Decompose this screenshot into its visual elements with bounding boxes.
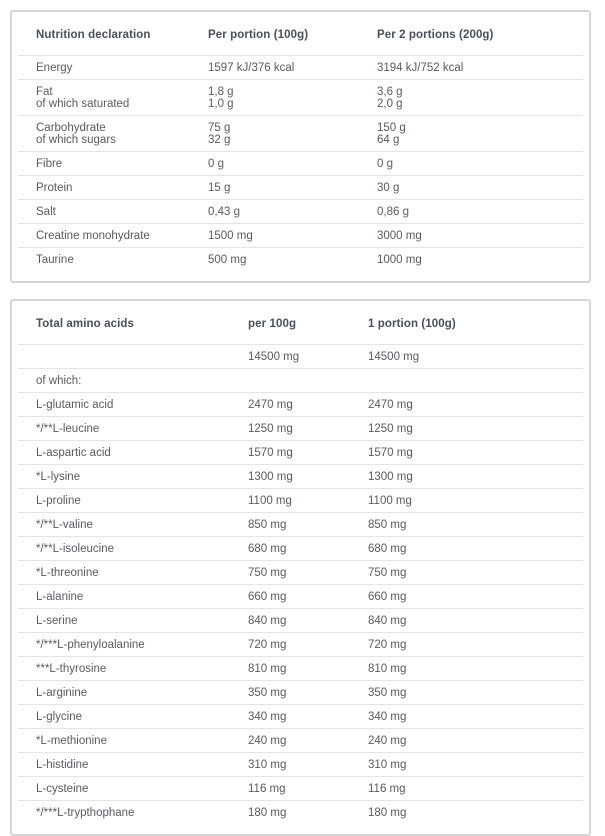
cell-line: 680 mg — [248, 543, 287, 555]
table-row — [18, 512, 583, 536]
cell-line: 350 mg — [368, 687, 407, 699]
table-cell — [248, 447, 368, 459]
cell-line: Fat — [36, 86, 53, 98]
table-cell — [208, 62, 377, 74]
cell-line: 3194 kJ/752 kcal — [377, 62, 464, 74]
cell-line: 32 g — [208, 134, 231, 146]
cell-line: */**L-valine — [36, 519, 93, 531]
cell-line: 15 g — [208, 182, 231, 194]
table-cell — [377, 230, 583, 242]
cell-line: L-proline — [36, 495, 81, 507]
cell-line: 1570 mg — [368, 447, 413, 459]
table-cell — [248, 639, 368, 651]
table-row — [18, 536, 583, 560]
cell-line: *L-threonine — [36, 567, 99, 579]
cell-line: 750 mg — [248, 567, 287, 579]
table-cell — [377, 206, 583, 218]
table-cell — [36, 254, 208, 266]
cell-line: */**L-isoleucine — [36, 543, 114, 555]
table-cell — [248, 495, 368, 507]
cell-line: 0 g — [208, 158, 224, 170]
cell-line: 240 mg — [248, 735, 287, 747]
cell-line: 1000 mg — [377, 254, 422, 266]
table-cell — [36, 687, 248, 699]
table-cell — [248, 471, 368, 483]
cell-line: 180 mg — [248, 807, 287, 819]
table-cell — [368, 711, 583, 723]
table-cell — [36, 230, 208, 242]
table-row — [18, 752, 583, 776]
cell-line: */***L-phenyloalanine — [36, 639, 145, 651]
table-row — [18, 223, 583, 247]
table-cell — [36, 711, 248, 723]
table-cell — [208, 158, 377, 170]
table-cell — [248, 591, 368, 603]
table-cell — [368, 759, 583, 771]
table-row — [18, 440, 583, 464]
cell-line: Fibre — [36, 158, 63, 170]
table-cell — [36, 567, 248, 579]
table-cell — [36, 519, 248, 531]
cell-line: Carbohydrate — [36, 122, 106, 134]
cell-line: 720 mg — [368, 639, 407, 651]
table-cell — [36, 495, 248, 507]
table-cell — [248, 567, 368, 579]
cell-line: 1570 mg — [248, 447, 293, 459]
table-cell — [368, 663, 583, 675]
table-cell — [248, 687, 368, 699]
cell-line: 3,6 g — [377, 86, 403, 98]
cell-line: 116 mg — [368, 783, 406, 795]
cell-line: L-glutamic acid — [36, 399, 114, 411]
table-cell — [36, 591, 248, 603]
cell-line: 310 mg — [368, 759, 407, 771]
cell-line: 840 mg — [248, 615, 287, 627]
table-cell — [208, 86, 377, 110]
table-row — [18, 175, 583, 199]
table-row — [18, 800, 583, 834]
column-header-1-portion: 1 portion (100g) — [368, 318, 456, 330]
table-cell — [368, 543, 583, 555]
cell-line: L-alanine — [36, 591, 84, 603]
table-row — [18, 608, 583, 632]
table-cell — [377, 62, 583, 74]
cell-line: 340 mg — [368, 711, 407, 723]
cell-line: 2,0 g — [377, 98, 403, 110]
table-cell — [377, 86, 583, 110]
cell-line: L-aspartic acid — [36, 447, 111, 459]
table-row — [18, 392, 583, 416]
table-row — [18, 79, 583, 115]
cell-line: of which: — [36, 375, 82, 387]
table-row — [18, 151, 583, 175]
amino-table-header-row — [18, 301, 583, 344]
table-cell — [248, 759, 368, 771]
table-cell — [368, 687, 583, 699]
cell-line: 1300 mg — [368, 471, 413, 483]
cell-line: L-serine — [36, 615, 78, 627]
table-cell — [248, 543, 368, 555]
table-cell — [248, 375, 368, 387]
column-header-nutrition-declaration: Nutrition declaration — [36, 29, 151, 41]
table-row — [18, 776, 583, 800]
cell-line: 1,0 g — [208, 98, 234, 110]
table-cell — [36, 615, 248, 627]
table-cell — [248, 735, 368, 747]
cell-line: 1597 kJ/376 kcal — [208, 62, 295, 74]
cell-line: L-arginine — [36, 687, 88, 699]
cell-line: 810 mg — [248, 663, 287, 675]
cell-line: 64 g — [377, 134, 400, 146]
table-cell — [377, 182, 583, 194]
cell-line: Taurine — [36, 254, 74, 266]
table-row — [18, 115, 583, 151]
amino-table-body — [18, 344, 583, 834]
table-cell — [36, 783, 248, 795]
table-cell — [36, 399, 248, 411]
cell-line: 14500 mg — [248, 351, 300, 363]
cell-line — [36, 351, 248, 363]
column-header-per-100g: per 100g — [248, 318, 297, 330]
cell-line: 14500 mg — [368, 351, 420, 363]
table-cell — [368, 495, 583, 507]
cell-line: 850 mg — [248, 519, 287, 531]
table-row — [18, 199, 583, 223]
table-row — [18, 728, 583, 752]
table-cell — [368, 471, 583, 483]
cell-line: 500 mg — [208, 254, 247, 266]
cell-line: 0,43 g — [208, 206, 240, 218]
table-cell — [36, 375, 248, 387]
table-cell — [368, 519, 583, 531]
cell-line: L-glycine — [36, 711, 83, 723]
table-cell — [368, 735, 583, 747]
cell-line — [368, 375, 583, 387]
table-cell — [248, 423, 368, 435]
table-cell — [208, 254, 377, 266]
cell-line: 310 mg — [248, 759, 287, 771]
table-cell — [36, 86, 208, 110]
cell-line: of which saturated — [36, 98, 130, 110]
column-header-per-portion: Per portion (100g) — [208, 29, 309, 41]
table-cell — [36, 639, 248, 651]
table-cell — [36, 543, 248, 555]
table-cell — [368, 375, 583, 387]
cell-line: *L-lysine — [36, 471, 81, 483]
table-row — [18, 584, 583, 608]
cell-line: 1250 mg — [368, 423, 413, 435]
table-cell — [248, 711, 368, 723]
nutrition-declaration-table — [10, 10, 591, 283]
table-cell — [36, 447, 248, 459]
table-cell — [377, 158, 583, 170]
table-cell — [208, 182, 377, 194]
table-cell — [248, 807, 368, 819]
cell-line: 1,8 g — [208, 86, 234, 98]
cell-line: 680 mg — [368, 543, 407, 555]
table-cell — [248, 399, 368, 411]
cell-line: */***L-trypthophane — [36, 807, 135, 819]
table-cell — [248, 783, 368, 795]
cell-line: 1500 mg — [208, 230, 253, 242]
cell-line: 180 mg — [368, 807, 407, 819]
cell-line: 840 mg — [368, 615, 407, 627]
cell-line: L-cysteine — [36, 783, 89, 795]
table-cell — [36, 182, 208, 194]
cell-line: Creatine monohydrate — [36, 230, 150, 242]
cell-line: Salt — [36, 206, 56, 218]
table-row — [18, 704, 583, 728]
column-header-total-amino-acids: Total amino acids — [36, 318, 134, 330]
cell-line: 810 mg — [368, 663, 407, 675]
table-cell — [368, 351, 583, 363]
cell-line: 2470 mg — [368, 399, 413, 411]
table-cell — [208, 230, 377, 242]
cell-line: 240 mg — [368, 735, 407, 747]
column-header-per-2-portions: Per 2 portions (200g) — [377, 29, 494, 41]
table-cell — [377, 122, 583, 146]
cell-line: of which sugars — [36, 134, 116, 146]
cell-line: 150 g — [377, 122, 406, 134]
table-cell — [36, 122, 208, 146]
cell-line: 30 g — [377, 182, 400, 194]
cell-line: Protein — [36, 182, 73, 194]
table-cell — [248, 615, 368, 627]
cell-line: 2470 mg — [248, 399, 293, 411]
table-cell — [368, 591, 583, 603]
nutrition-table-header-row — [18, 12, 583, 55]
cell-line: 75 g — [208, 122, 231, 134]
table-row — [18, 464, 583, 488]
table-cell — [36, 759, 248, 771]
table-row — [18, 632, 583, 656]
cell-line: 1300 mg — [248, 471, 293, 483]
cell-line: 3000 mg — [377, 230, 422, 242]
cell-line: 1100 mg — [248, 495, 292, 507]
cell-line — [248, 375, 368, 387]
table-row — [18, 680, 583, 704]
table-row — [18, 560, 583, 584]
table-cell — [248, 351, 368, 363]
cell-line: 350 mg — [248, 687, 287, 699]
cell-line: 1100 mg — [368, 495, 412, 507]
table-cell — [208, 122, 377, 146]
amino-acids-table — [10, 299, 591, 836]
cell-line: 660 mg — [248, 591, 287, 603]
cell-line: ***L-thyrosine — [36, 663, 107, 675]
table-cell — [36, 351, 248, 363]
table-cell — [36, 206, 208, 218]
table-cell — [368, 399, 583, 411]
table-cell — [36, 663, 248, 675]
table-cell — [208, 206, 377, 218]
cell-line: L-histidine — [36, 759, 89, 771]
table-row — [18, 656, 583, 680]
table-cell — [36, 62, 208, 74]
table-cell — [368, 807, 583, 819]
cell-line: 660 mg — [368, 591, 407, 603]
cell-line: 720 mg — [248, 639, 287, 651]
table-cell — [36, 735, 248, 747]
table-cell — [36, 471, 248, 483]
table-row — [18, 368, 583, 392]
cell-line: 850 mg — [368, 519, 407, 531]
table-cell — [377, 254, 583, 266]
table-cell — [368, 615, 583, 627]
table-row — [18, 55, 583, 79]
table-cell — [368, 423, 583, 435]
cell-line: 116 mg — [248, 783, 286, 795]
table-cell — [248, 663, 368, 675]
cell-line: Energy — [36, 62, 73, 74]
cell-line: 750 mg — [368, 567, 407, 579]
table-cell — [368, 567, 583, 579]
table-row — [18, 247, 583, 281]
nutrition-table-body — [18, 55, 583, 281]
table-cell — [36, 807, 248, 819]
table-cell — [36, 158, 208, 170]
table-row — [18, 416, 583, 440]
table-cell — [368, 447, 583, 459]
table-row — [18, 488, 583, 512]
cell-line: 0,86 g — [377, 206, 409, 218]
cell-line: 1250 mg — [248, 423, 293, 435]
table-cell — [368, 783, 583, 795]
cell-line: 0 g — [377, 158, 393, 170]
table-cell — [36, 423, 248, 435]
table-cell — [248, 519, 368, 531]
cell-line: */**L-leucine — [36, 423, 100, 435]
cell-line: *L-methionine — [36, 735, 107, 747]
cell-line: 340 mg — [248, 711, 287, 723]
table-row — [18, 344, 583, 368]
table-cell — [368, 639, 583, 651]
